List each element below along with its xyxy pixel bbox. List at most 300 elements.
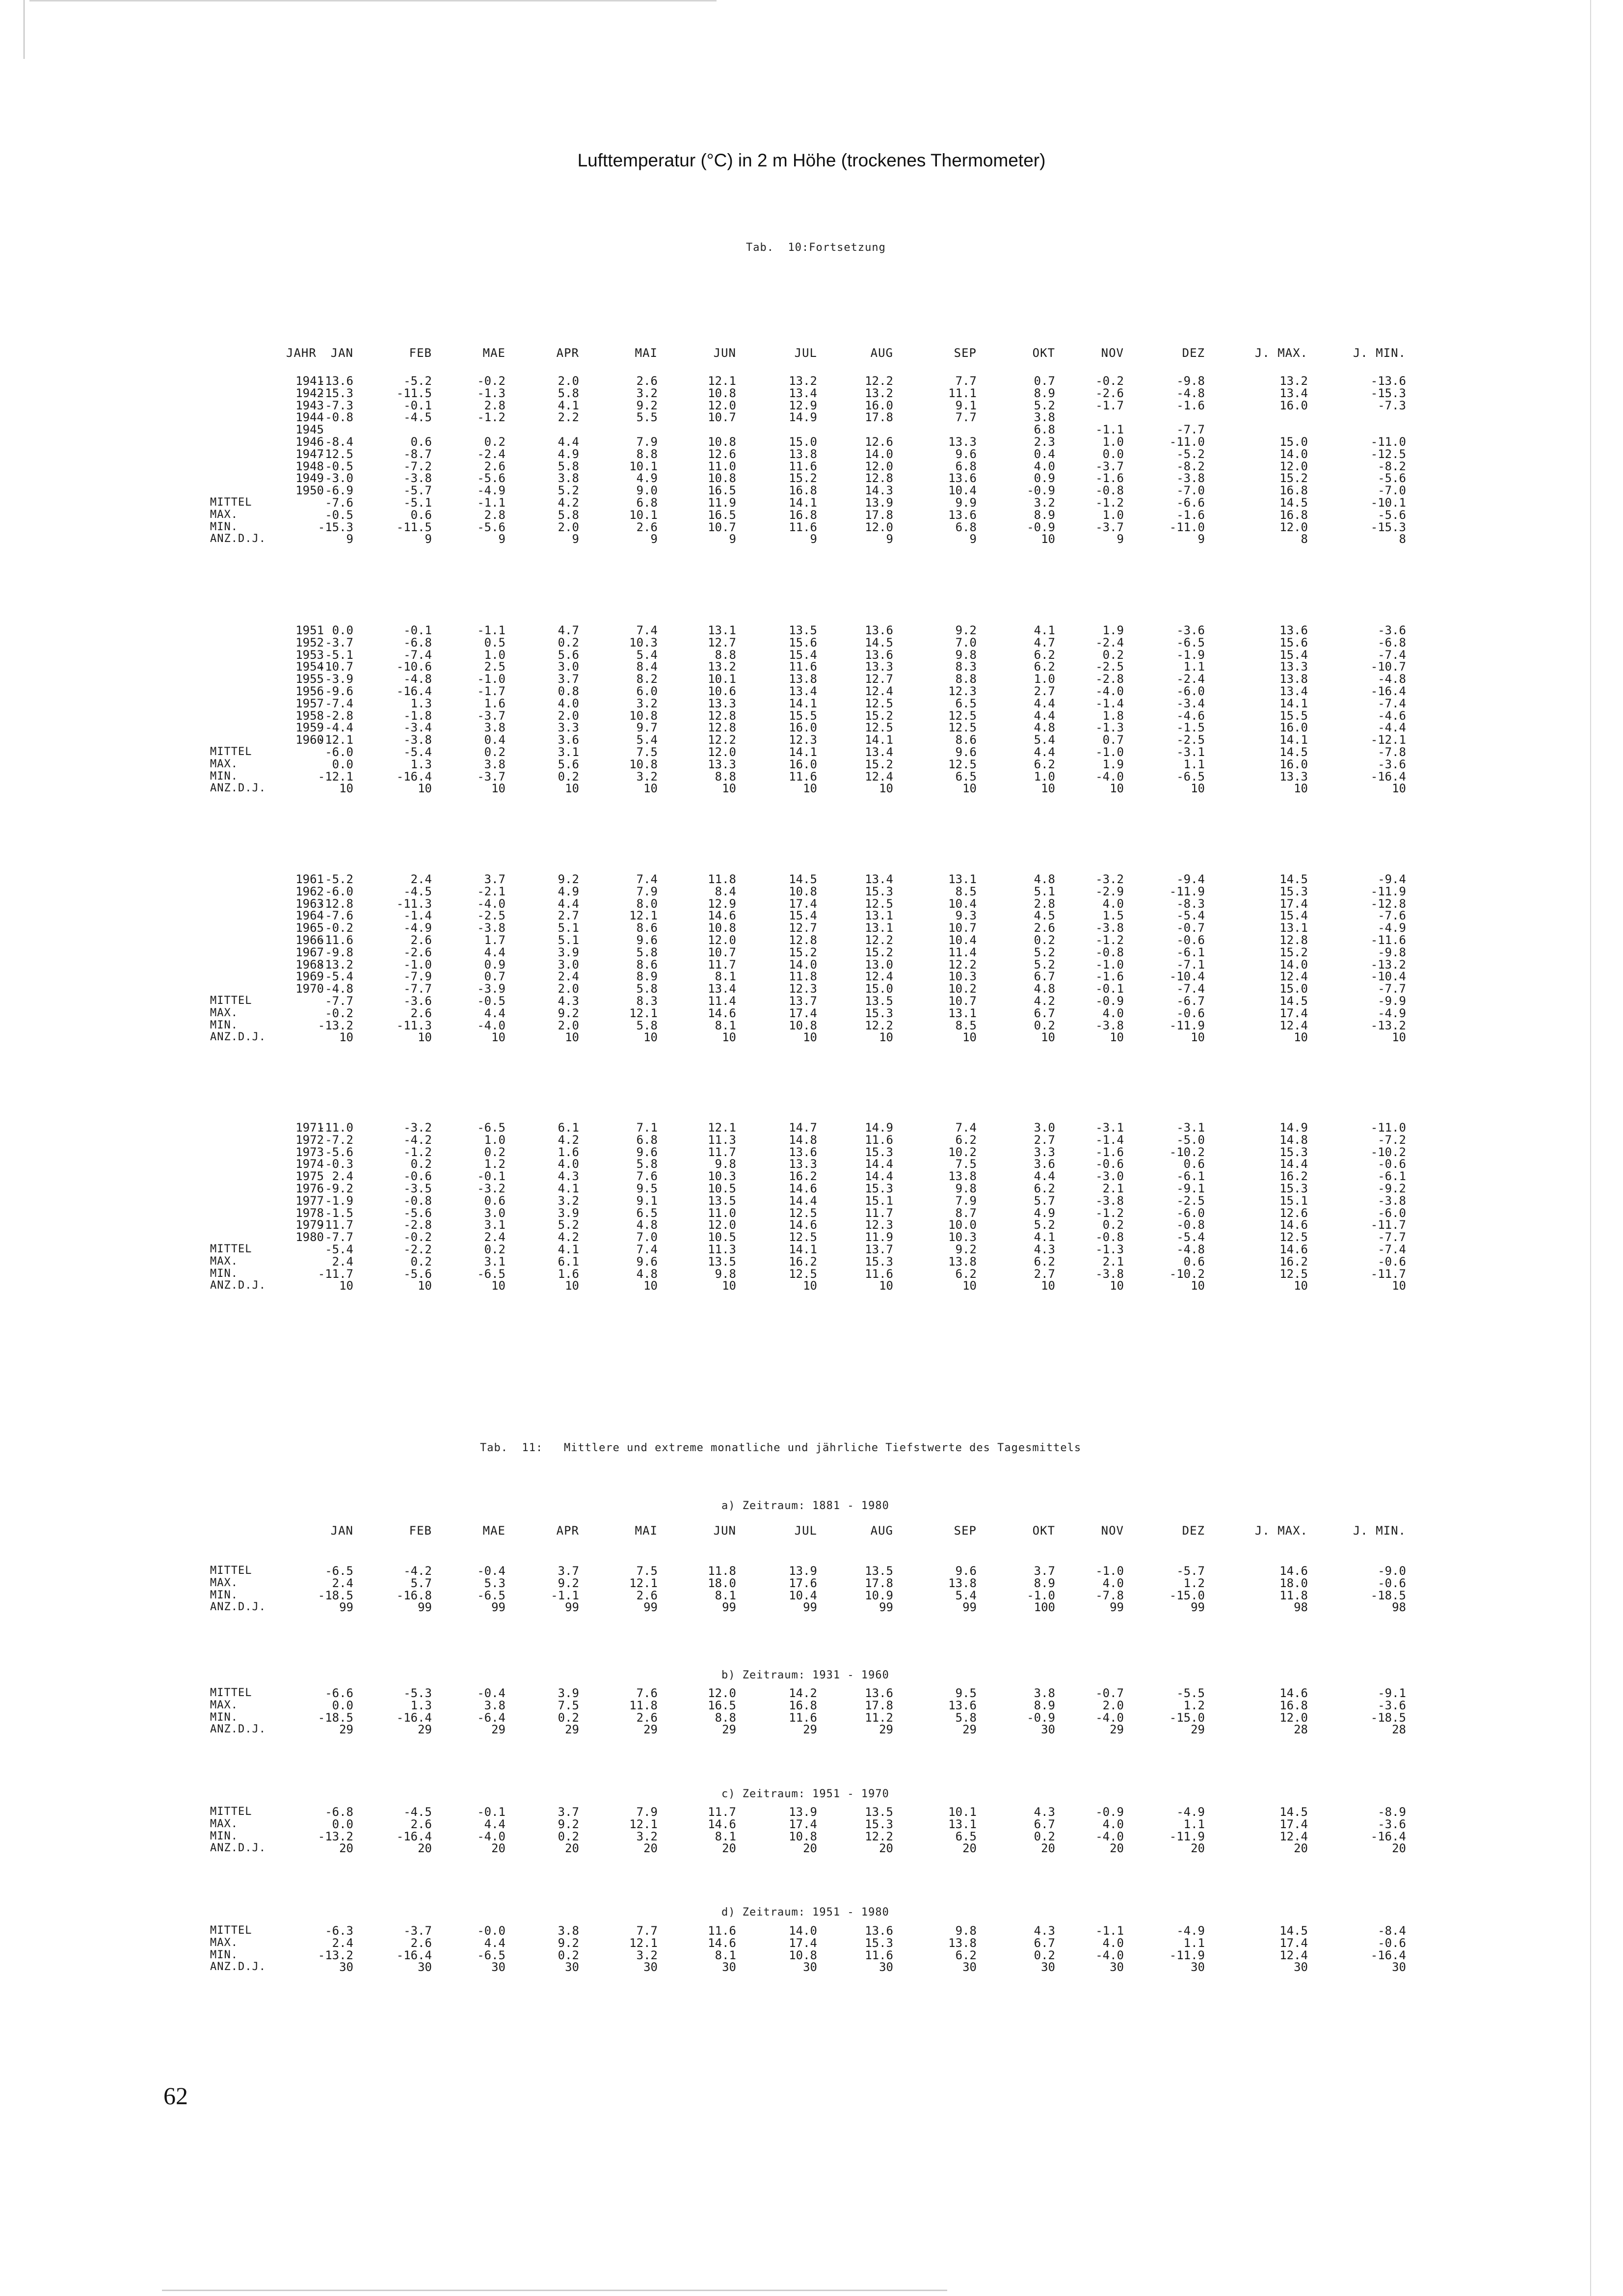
value-cell: 10.7 [708,945,736,959]
value-cell: 3.2 [636,696,658,710]
value-cell: -5.7 [403,484,432,498]
value-cell: 3.2 [636,1829,658,1843]
value-cell: 20 [1392,1841,1406,1856]
value-cell: 10 [418,1030,432,1045]
value-cell: 13.4 [865,872,893,886]
value-cell: -16.4 [1370,684,1406,698]
value-cell: -3.2 [1095,872,1124,886]
value-cell: 0.2 [484,435,506,449]
value-cell: -11.6 [1370,933,1406,947]
value-cell: 2.6 [636,374,658,388]
value-cell: 10 [643,782,658,796]
year-cell: 1941 [295,374,324,388]
value-cell: 9 [969,532,977,546]
value-cell: -12.1 [318,769,353,783]
value-cell: 6.8 [955,459,977,473]
value-cell: 0.2 [1034,1018,1055,1032]
value-cell: 4.9 [1034,1206,1055,1220]
value-cell: 1.0 [1102,508,1124,522]
value-cell: -10.6 [396,660,432,674]
value-cell: -7.7 [325,994,353,1008]
value-cell: 9.8 [715,1157,736,1171]
value-cell: -11.7 [1370,1218,1406,1232]
value-cell: 13.5 [789,623,817,637]
value-cell: -3.6 [1378,623,1406,637]
value-cell: -4.4 [1378,721,1406,735]
value-cell: 13.8 [789,447,817,461]
value-cell: -0.5 [325,459,353,473]
year-cell: 1949 [295,471,324,486]
value-cell: -1.0 [1095,745,1124,759]
value-cell: -13.6 [1370,374,1406,388]
value-cell: -1.2 [477,410,506,425]
value-cell: -11.5 [396,386,432,400]
value-cell: 30 [1191,1960,1205,1974]
value-cell: 30 [1392,1960,1406,1974]
value-cell: 13.1 [865,921,893,935]
value-cell: -4.9 [1176,1924,1205,1938]
value-cell: 6.7 [1034,1936,1055,1950]
value-cell: 11.8 [708,872,736,886]
value-cell: 0.2 [1034,933,1055,947]
value-cell: -3.9 [477,982,506,996]
value-cell: 0.0 [332,623,353,637]
value-cell: 10.5 [708,1182,736,1195]
column-header: APR [556,346,579,360]
value-cell: 0.2 [558,1829,579,1843]
value-cell: -6.6 [325,1686,353,1700]
value-cell: -4.6 [1378,708,1406,723]
value-cell: -7.4 [1378,696,1406,710]
value-cell: 30 [1041,1960,1055,1974]
value-cell: 10.4 [948,896,977,911]
value-cell: 0.7 [484,970,506,984]
row-label: MITTEL [210,995,252,1007]
year-cell: 1971 [295,1121,324,1134]
table-row [0,734,1472,746]
value-cell: -15.0 [1169,1588,1205,1602]
value-cell: 0.6 [1183,1157,1205,1171]
table-row [0,637,1472,649]
value-cell: 17.8 [865,508,893,522]
value-cell: -6.3 [325,1924,353,1938]
value-cell: 2.6 [410,1006,432,1020]
value-cell: 4.4 [1034,708,1055,723]
value-cell: 29 [879,1723,893,1737]
value-cell: 13.3 [789,1157,817,1171]
value-cell: 9 [886,532,893,546]
year-cell: 1947 [295,447,324,461]
value-cell: 14.1 [789,496,817,510]
value-cell: 29 [491,1723,506,1737]
column-header: JUN [713,346,736,360]
value-cell: 9.8 [955,1924,977,1938]
value-cell: 4.9 [558,447,579,461]
value-cell: 5.2 [1034,1218,1055,1232]
value-cell: -0.9 [1095,994,1124,1008]
value-cell: -4.5 [403,410,432,425]
column-header: AUG [870,1524,893,1538]
section-title: d) Zeitraum: 1951 - 1980 [721,1906,889,1918]
value-cell: 4.9 [636,471,658,486]
value-cell: 7.6 [636,1169,658,1184]
stat-row [0,783,1472,795]
value-cell: 10 [722,1030,736,1045]
value-cell: 12.9 [789,398,817,412]
value-cell: 3.6 [1034,1157,1055,1171]
value-cell: 17.4 [789,1936,817,1950]
value-cell: 8.7 [955,1206,977,1220]
stat-row [0,746,1472,758]
value-cell: 15.3 [1279,884,1308,898]
value-cell: 3.8 [1034,410,1055,425]
value-cell: -1.3 [1095,1243,1124,1256]
value-cell: -3.8 [1176,471,1205,486]
value-cell: -0.8 [1095,945,1124,959]
value-cell: 29 [962,1723,977,1737]
value-cell: 8.9 [1034,1698,1055,1712]
value-cell: -9.1 [1378,1686,1406,1700]
value-cell: 0.2 [410,1157,432,1171]
value-cell: 9.3 [955,909,977,923]
value-cell: 15.3 [865,1006,893,1020]
value-cell: 15.2 [865,708,893,723]
value-cell: 2.1 [1102,1254,1124,1269]
value-cell: 10.4 [948,484,977,498]
value-cell: 12.0 [708,745,736,759]
value-cell: 3.2 [636,386,658,400]
value-cell: 13.8 [948,1936,977,1950]
value-cell: -18.5 [318,1588,353,1602]
value-cell: 8.1 [715,1018,736,1032]
value-cell: -4.6 [1176,708,1205,723]
year-cell: 1959 [295,721,324,735]
value-cell: 9.8 [955,1182,977,1195]
value-cell: -4.0 [477,1018,506,1032]
value-cell: 7.4 [955,1121,977,1134]
value-cell: 14.5 [1279,872,1308,886]
value-cell: -0.6 [1378,1254,1406,1269]
value-cell: -0.6 [1378,1936,1406,1950]
value-cell: 7.5 [558,1698,579,1712]
row-label: ANZ.D.J. [210,782,266,795]
column-header: MAI [635,1524,658,1538]
value-cell: -3.8 [1378,1193,1406,1208]
value-cell: 11.9 [865,1230,893,1244]
value-cell: 14.6 [1279,1686,1308,1700]
value-cell: -8.7 [403,447,432,461]
value-cell: 5.2 [558,1218,579,1232]
value-cell: 12.6 [865,435,893,449]
value-cell: 1.1 [1183,1936,1205,1950]
value-cell: 11.6 [789,769,817,783]
value-cell: 4.9 [558,884,579,898]
value-cell: 11.0 [708,459,736,473]
value-cell: -0.9 [1027,520,1055,534]
value-cell: -5.1 [325,648,353,662]
row-label: MAX. [210,1576,238,1589]
value-cell: 2.4 [332,1169,353,1184]
value-cell: 4.7 [1034,635,1055,649]
value-cell: 14.1 [789,1243,817,1256]
value-cell: 3.2 [558,1193,579,1208]
value-cell: 11.7 [708,1805,736,1819]
value-cell: 29 [339,1723,353,1737]
stat-row [0,1020,1472,1032]
stat-row [0,1243,1472,1256]
value-cell: 4.0 [1034,459,1055,473]
value-cell: -6.0 [1176,684,1205,698]
value-cell: 8.8 [715,1710,736,1725]
value-cell: 15.4 [789,909,817,923]
value-cell: 9 [810,532,817,546]
value-cell: 2.6 [636,520,658,534]
value-cell: 10 [1110,1279,1124,1293]
value-cell: 4.8 [1034,721,1055,735]
row-label: MIN. [210,1830,238,1842]
value-cell: 9 [729,532,736,546]
value-cell: 14.7 [789,1121,817,1134]
value-cell: -4.9 [1378,1006,1406,1020]
table-row [0,624,1472,637]
value-cell: 12.5 [1279,1267,1308,1281]
value-cell: 15.3 [1279,1145,1308,1159]
value-cell: 6.2 [1034,660,1055,674]
stat-row [0,1949,1472,1962]
value-cell: 13.2 [1279,374,1308,388]
value-cell: 7.0 [636,1230,658,1244]
value-cell: 5.6 [558,648,579,662]
value-cell: 13.4 [708,982,736,996]
row-label: MAX. [210,757,238,770]
value-cell: 10 [1294,782,1308,796]
value-cell: 14.6 [708,1006,736,1020]
value-cell: 10.3 [629,635,658,649]
value-cell: 13.9 [789,1805,817,1819]
value-cell: 6.8 [636,496,658,510]
value-cell: -8.3 [1176,896,1205,911]
value-cell: 2.4 [484,1230,506,1244]
value-cell: -3.7 [477,708,506,723]
value-cell: 5.8 [558,386,579,400]
stat-row [0,1806,1472,1818]
value-cell: 6.8 [955,520,977,534]
value-cell: 16.8 [789,1698,817,1712]
column-header: JAHR [286,346,317,360]
value-cell: -4.5 [403,1805,432,1819]
value-cell: 14.0 [865,447,893,461]
year-cell: 1967 [295,945,324,959]
value-cell: -6.7 [1176,994,1205,1008]
value-cell: -9.1 [1176,1182,1205,1195]
value-cell: -0.0 [477,1924,506,1938]
value-cell: 12.0 [1279,520,1308,534]
column-header: AUG [870,346,893,360]
value-cell: 2.4 [332,1936,353,1950]
value-cell: -9.2 [1378,1182,1406,1195]
value-cell: -8.4 [1378,1924,1406,1938]
value-cell: -16.4 [396,1710,432,1725]
value-cell: 12.0 [1279,1710,1308,1725]
value-cell: 3.2 [636,769,658,783]
value-cell: -1.6 [1095,1145,1124,1159]
value-cell: 10.8 [629,708,658,723]
column-header: J. MIN. [1353,1524,1406,1538]
value-cell: 16.0 [865,398,893,412]
value-cell: 0.2 [484,1145,506,1159]
value-cell: 98 [1392,1600,1406,1615]
value-cell: -0.5 [477,994,506,1008]
value-cell: -1.1 [477,496,506,510]
value-cell: 2.4 [332,1254,353,1269]
value-cell: 9.5 [955,1686,977,1700]
value-cell: -3.7 [403,1924,432,1938]
value-cell: -15.3 [318,520,353,534]
value-cell: 2.4 [410,872,432,886]
table-row [0,673,1472,685]
stat-row [0,758,1472,771]
value-cell: 10.4 [948,933,977,947]
value-cell: -18.5 [318,1710,353,1725]
value-cell: 11.6 [865,1267,893,1281]
value-cell: 1.5 [1102,909,1124,923]
value-cell: 10.1 [948,1805,977,1819]
value-cell: 10.8 [708,921,736,935]
value-cell: 12.0 [708,1686,736,1700]
value-cell: 10 [491,782,506,796]
value-cell: 6.8 [1034,423,1055,437]
value-cell: 0.5 [484,635,506,649]
year-cell: 1954 [295,660,324,674]
stat-row [0,521,1472,534]
value-cell: 3.1 [484,1218,506,1232]
value-cell: -0.2 [325,1006,353,1020]
value-cell: 4.2 [558,1230,579,1244]
value-cell: 12.2 [865,374,893,388]
table-row [0,1146,1472,1159]
value-cell: 16.0 [1279,721,1308,735]
value-cell: 11.8 [629,1698,658,1712]
value-cell: 2.1 [1102,1182,1124,1195]
value-cell: 10 [1392,1030,1406,1045]
value-cell: -12.1 [1370,733,1406,747]
year-cell: 1955 [295,672,324,686]
value-cell: 2.0 [558,520,579,534]
value-cell: 14.8 [1279,1133,1308,1147]
value-cell: 4.8 [1034,872,1055,886]
value-cell: 10.3 [948,970,977,984]
value-cell: 30 [491,1960,506,1974]
value-cell: 13.3 [865,660,893,674]
value-cell: 3.0 [1034,1121,1055,1134]
year-cell: 1945 [295,423,324,437]
stat-row [0,533,1472,545]
column-header: OKT [1032,346,1055,360]
value-cell: 12.3 [789,733,817,747]
value-cell: -3.6 [1378,1698,1406,1712]
value-cell: 0.2 [558,1710,579,1725]
value-cell: 13.6 [865,648,893,662]
column-header: J. MIN. [1353,346,1406,360]
value-cell: 15.2 [865,945,893,959]
value-cell: 4.0 [1102,1936,1124,1950]
value-cell: 6.0 [636,684,658,698]
year-cell: 1973 [295,1145,324,1159]
value-cell: 9.6 [955,745,977,759]
column-header: J. MAX. [1254,346,1308,360]
value-cell: 29 [1191,1723,1205,1737]
value-cell: 13.1 [865,909,893,923]
value-cell: -11.0 [318,1121,353,1134]
value-cell: 4.0 [1102,1817,1124,1831]
value-cell: 7.4 [636,872,658,886]
value-cell: 5.8 [636,945,658,959]
value-cell: -3.6 [403,994,432,1008]
value-cell: 6.5 [955,696,977,710]
value-cell: 17.6 [789,1576,817,1590]
year-cell: 1952 [295,635,324,649]
value-cell: 10.8 [789,1018,817,1032]
scan-edge-left [24,0,25,59]
value-cell: 10 [722,782,736,796]
value-cell: -5.2 [1176,447,1205,461]
value-cell: -6.8 [1378,635,1406,649]
value-cell: 11.6 [789,1710,817,1725]
value-cell: 4.0 [1102,1006,1124,1020]
value-cell: 12.5 [948,721,977,735]
value-cell: 0.0 [332,757,353,771]
value-cell: 13.3 [948,435,977,449]
value-cell: 15.4 [1279,648,1308,662]
value-cell: 1.3 [410,696,432,710]
value-cell: 12.7 [708,635,736,649]
value-cell: -13.2 [318,1948,353,1962]
value-cell: 8.4 [715,884,736,898]
value-cell: 14.5 [1279,745,1308,759]
value-cell: 3.7 [558,1805,579,1819]
value-cell: -10.2 [1169,1145,1205,1159]
value-cell: -7.6 [325,496,353,510]
value-cell: 4.3 [558,1169,579,1184]
value-cell: 20 [565,1841,579,1856]
value-cell: 7.5 [636,745,658,759]
value-cell: 3.8 [484,757,506,771]
value-cell: 14.6 [708,1936,736,1950]
value-cell: 17.4 [789,1006,817,1020]
row-label: MAX. [210,1817,238,1830]
value-cell: 12.4 [1279,1018,1308,1032]
table-row [0,722,1472,734]
value-cell: -2.5 [477,909,506,923]
value-cell: 13.7 [789,994,817,1008]
value-cell: 11.8 [789,970,817,984]
value-cell: 10.5 [708,1230,736,1244]
row-label: MIN. [210,520,238,533]
value-cell: 10 [1191,1030,1205,1045]
value-cell: -9.8 [1378,945,1406,959]
year-cell: 1943 [295,398,324,412]
value-cell: 13.7 [865,1243,893,1256]
value-cell: 12.6 [1279,1206,1308,1220]
value-cell: -1.3 [1095,721,1124,735]
value-cell: 29 [418,1723,432,1737]
value-cell: 8.6 [636,921,658,935]
year-cell: 1979 [295,1218,324,1232]
value-cell: 12.1 [708,1121,736,1134]
value-cell: -6.9 [325,484,353,498]
value-cell: 11.0 [708,1206,736,1220]
value-cell: 9.6 [955,447,977,461]
